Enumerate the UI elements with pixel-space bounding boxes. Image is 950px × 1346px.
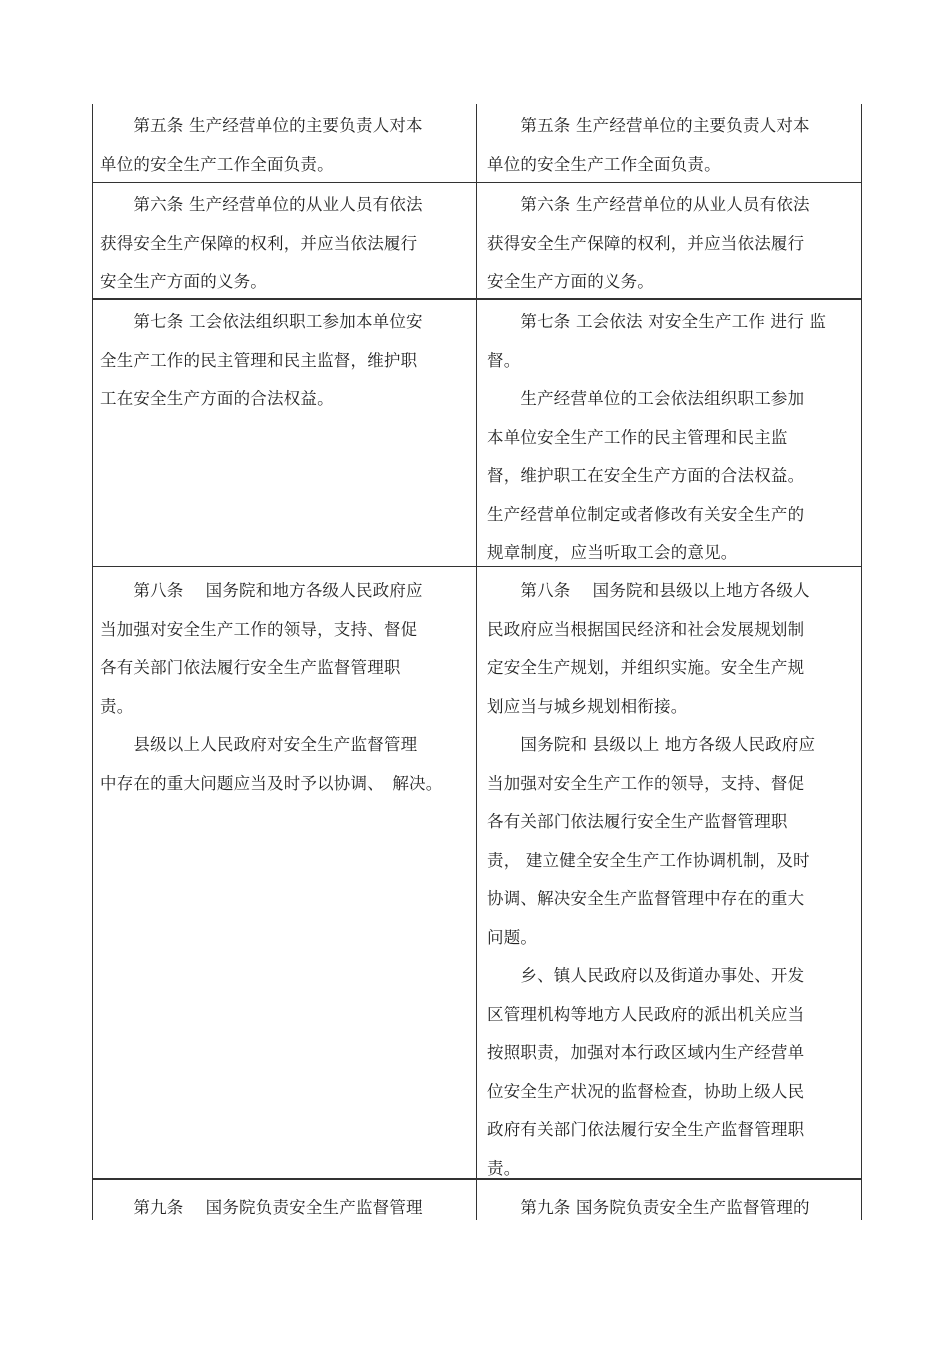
table-middle-border (476, 104, 477, 1220)
cell-line: 第七条 工会依法 对安全生产工作 进行 监 (487, 312, 827, 331)
cell-line: 第五条 生产经营单位的主要负责人对本 (100, 116, 423, 135)
cell-line: 第八条 国务院和地方各级人民政府应 (100, 581, 423, 600)
table-cell-right (487, 107, 810, 184)
cell-line: 单位的安全生产工作全面负责。 (100, 154, 334, 174)
cell-line: 协调、解决安全生产监督管理中存在的重大 (487, 889, 805, 908)
table-cell-left (100, 107, 423, 184)
cell-line: 乡、镇人民政府以及街道办事处、开发 (487, 966, 805, 985)
cell-line: 督。 (487, 350, 521, 370)
cell-line: 全生产工作的民主管理和民主监督，维护职 (100, 350, 418, 370)
cell-line: 第九条 国务院负责安全生产监督管理 (100, 1198, 423, 1217)
table-cell-left (100, 303, 423, 419)
cell-line: 各有关部门依法履行安全生产监督管理职 (487, 812, 788, 831)
cell-line: 当加强对安全生产工作的领导，支持、督促 (487, 773, 805, 793)
table-cell-left (100, 1189, 423, 1228)
cell-line: 规章制度，应当听取工会的意见。 (487, 543, 738, 562)
table-right-border (861, 104, 862, 1220)
cell-line: 位安全生产状况的监督检查，协助上级人民 (487, 1081, 805, 1101)
cell-line: 督，维护职工在安全生产方面的合法权益。 (487, 466, 805, 485)
cell-line: 单位的安全生产工作全面负责。 (487, 154, 721, 174)
cell-line: 划应当与城乡规划相衔接。 (487, 696, 688, 716)
cell-line: 区管理机构等地方人民政府的派出机关应当 (487, 1004, 805, 1024)
table-cell-right (487, 572, 815, 1188)
cell-line: 责。 (487, 1158, 521, 1178)
cell-line: 政府有关部门依法履行安全生产监督管理职 (487, 1120, 805, 1139)
cell-line: 生产经营单位制定或者修改有关安全生产的 (487, 504, 805, 524)
cell-line: 获得安全生产保障的权利，并应当依法履行 (100, 233, 418, 253)
cell-line: 第七条 工会依法组织职工参加本单位安 (100, 312, 423, 331)
cell-line: 县级以上人民政府对安全生产监督管理 (100, 735, 418, 754)
cell-line: 各有关部门依法履行安全生产监督管理职 (100, 658, 401, 677)
table-left-border (92, 104, 93, 1220)
cell-line: 安全生产方面的义务。 (487, 272, 654, 291)
cell-line: 中存在的重大问题应当及时予以协调、 解决。 (100, 773, 443, 793)
cell-line: 当加强对安全生产工作的领导，支持、督促 (100, 619, 418, 639)
cell-line: 第八条 国务院和县级以上地方各级人 (487, 581, 810, 600)
cell-line: 民政府应当根据国民经济和社会发展规划制 (487, 619, 805, 639)
cell-line: 国务院和 县级以上 地方各级人民政府应 (487, 735, 816, 754)
table-cell-left (100, 186, 423, 302)
table-cell-right (487, 303, 826, 573)
cell-line: 责。 (100, 696, 134, 716)
cell-line: 本单位安全生产工作的民主管理和民主监 (487, 427, 788, 447)
cell-line: 第六条 生产经营单位的从业人员有依法 (100, 195, 423, 214)
cell-line: 获得安全生产保障的权利，并应当依法履行 (487, 233, 805, 253)
cell-line: 第九条 国务院负责安全生产监督管理的 (487, 1198, 810, 1217)
cell-line: 责， 建立健全安全生产工作协调机制，及时 (487, 850, 810, 870)
cell-line: 工在安全生产方面的合法权益。 (100, 389, 334, 408)
table-cell-right (487, 186, 810, 302)
table-cell-left (100, 572, 442, 803)
cell-line: 问题。 (487, 927, 538, 947)
cell-line: 按照职责，加强对本行政区域内生产经营单 (487, 1043, 805, 1062)
cell-line: 安全生产方面的义务。 (100, 272, 267, 291)
cell-line: 定安全生产规划，并组织实施。安全生产规 (487, 658, 805, 677)
cell-line: 第五条 生产经营单位的主要负责人对本 (487, 116, 810, 135)
table-cell-right (487, 1189, 810, 1228)
cell-line: 第六条 生产经营单位的从业人员有依法 (487, 195, 810, 214)
cell-line: 生产经营单位的工会依法组织职工参加 (487, 389, 805, 408)
